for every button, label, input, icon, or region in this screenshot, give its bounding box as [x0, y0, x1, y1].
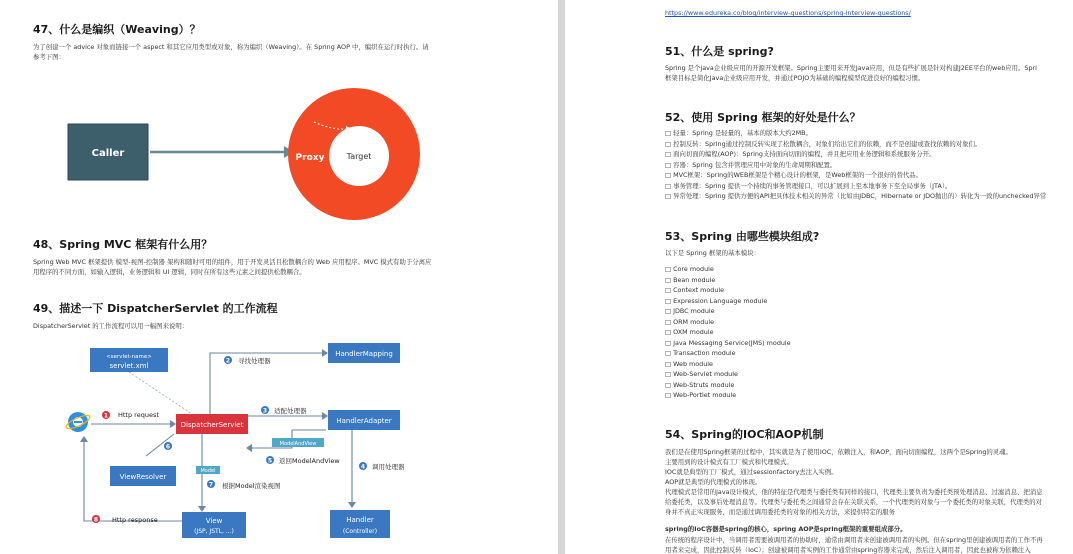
step-5	[266, 456, 340, 465]
q54-text-line: 用者来完成，因此控制反转（IoC）；创建被调用者实例的工作通常由spring容器来完成，然后注入调用者，因此也被称为依赖注入	[665, 546, 1031, 554]
q53-intro: 以下是 Spring 框架的基本模块：	[665, 249, 760, 257]
q52-bullet: □ 事务管理：Spring 提供一个持续的事务管理接口，可以扩展到上至本地事务下至全局事务（JTA）。	[665, 181, 952, 190]
weaving-diagram	[62, 74, 422, 234]
module-item: □ Web-Struts module	[665, 380, 735, 389]
target-label: Target	[346, 152, 372, 161]
module-item: □ Transaction module	[665, 349, 736, 357]
svg-text:8: 8	[93, 516, 99, 524]
handler-label: Handler	[346, 516, 374, 524]
q54-text-line: 在传统的程序设计中，当调用者需要被调用者的协助时，通常由调用者来创建被调用者的实例。但在spring里创建被调用者的工作不再	[665, 536, 1043, 544]
q54-text-line: 给委托类，以及事后处理消息等。代理类与委托类之间通常会存在关联关系，一个代理类的对象与一个委托类的对象关联，代理类的对	[665, 498, 1043, 506]
step-3	[261, 406, 307, 415]
servlet-xml-link	[129, 372, 192, 414]
module-item: □ ORM module	[665, 317, 715, 326]
step-2	[224, 356, 271, 365]
view-sub-label: (JSP, JSTL, ...)	[194, 528, 234, 535]
q48-title: 48、Spring MVC 框架有什么用？	[33, 238, 213, 251]
q51-text-line: Spring 是个java企业级应用的开源开发框架。Spring主要用来开发Java应用，但是有些扩展是针对构建J2EE平台的web应用。Spri	[665, 64, 1037, 72]
svg-text:调用处理器: 调用处理器	[372, 463, 405, 471]
q52-bullet: □ 轻量：Spring 是轻量的，基本的版本大约2MB。	[665, 129, 812, 137]
q49-text-line: DispatcherServlet 的工作流程可以用一幅图来说明：	[33, 322, 189, 330]
q47-title: 47、什么是编织（Weaving）？	[33, 23, 201, 36]
q52-bullet: □ 容器：Spring 包含并管理应用中对象的生命周期和配置。	[665, 160, 837, 169]
svg-text:7: 7	[208, 481, 214, 489]
model-tag-label: Model	[200, 468, 216, 474]
handler-sub-label: (Controller)	[342, 528, 378, 535]
caller-label: Caller	[91, 148, 125, 159]
svg-text:寻找处理器: 寻找处理器	[238, 357, 271, 365]
proxy-label: Proxy	[295, 153, 325, 163]
q54-bold-line: spring的IoC容器是spring的核心，spring AOP是spring框架的重要组成部分。	[665, 525, 907, 533]
q48-text-line: Spring Web MVC 框架提供 模型-视图-控制器 架构和随时可用的组件，用于开发灵活且松散耦合的 Web 应用程序。MVC 模式有助于分离应	[33, 258, 432, 266]
arrow-head-icon	[322, 412, 328, 420]
module-item: □ JDBC module	[665, 307, 715, 315]
servlet-file-label: servlet.xml	[109, 362, 149, 370]
module-item: □ Expression Language module	[665, 296, 768, 305]
q52-bullet: □ 异常处理：Spring 提供方便的API把具体技术相关的异常（比如由JDBC，Hibernate or JDO抛出的）转化为一致的unchecked异常	[665, 192, 1047, 200]
arrow-head-icon	[322, 349, 328, 357]
view-label: View	[205, 517, 223, 525]
arrow-head-icon	[80, 436, 88, 442]
svg-text:1: 1	[103, 412, 109, 420]
step-8	[92, 515, 158, 524]
module-item: □ Core module	[665, 265, 714, 273]
q54-text-line: IOC就是典型的工厂模式，通过sessionfactory去注入实例。	[665, 468, 838, 476]
dispatcher-servlet-diagram	[62, 338, 422, 548]
q47-text-line: 参考下图：	[33, 53, 65, 61]
svg-text:6: 6	[165, 443, 171, 451]
step-6	[164, 442, 172, 451]
module-item: □ Web-Servlet module	[665, 370, 738, 378]
svg-text:返回ModelAndView: 返回ModelAndView	[279, 457, 340, 465]
step-1	[102, 411, 159, 420]
arrow-head-icon	[170, 420, 176, 428]
svg-text:5: 5	[267, 457, 273, 465]
q52-bullet: □ 控制反转：Spring通过控制反转实现了松散耦合，对象们给出它们的依赖，而不是创建或查找依赖的对象们。	[665, 139, 982, 148]
arrow-head-icon	[348, 502, 356, 508]
svg-text:Http request: Http request	[118, 411, 159, 419]
step-7	[207, 480, 281, 490]
q54-text-line: 身并不真正实现服务，而是通过调用委托类的对象的相关方法，来提供特定的服务	[665, 508, 896, 516]
arrow-head-icon	[198, 506, 206, 512]
module-item: □ OXM module	[665, 328, 714, 336]
module-item: □ Context module	[665, 286, 725, 294]
module-item: □ Java Messaging Service(JMS) module	[665, 338, 791, 347]
q51-title: 51、什么是 spring?	[665, 45, 774, 58]
q54-text-line: 主要用到的设计模式有工厂模式和代理模式。	[665, 458, 793, 466]
q52-title: 52、使用 Spring 框架的好处是什么？	[665, 111, 861, 124]
svg-text:2: 2	[225, 357, 231, 365]
svg-text:3: 3	[262, 407, 268, 415]
module-item: □ Bean module	[665, 275, 716, 284]
svg-text:4: 4	[360, 463, 366, 471]
module-item: □ Web module	[665, 359, 713, 368]
dispatcher-servlet-label: DispatcherServlet	[180, 421, 244, 429]
handler-mapping-label: HandlerMapping	[335, 350, 393, 358]
q47-text-line: 为了创建一个 advice 对象而链接一个 aspect 和其它应用类型或对象，称为编织（Weaving）。在 Spring AOP 中，编织在运行时执行。请	[33, 43, 429, 51]
arrow-head-icon	[246, 444, 252, 452]
svg-text:适配处理器: 适配处理器	[274, 407, 307, 415]
q54-text-line: 代理模式是常用的java设计模式，他的特征是代理类与委托类有同样的接口，代理类主要负责为委托类预处理消息、过滤消息、把消息	[665, 488, 1043, 496]
q54-title: 54、Spring的IOC和AOP机制	[665, 428, 824, 441]
q52-bullet: □ 面向切面的编程(AOP)：Spring支持面向切面的编程，并且把应用业务逻辑和系统服务分开。	[665, 150, 936, 158]
q52-bullet: □ MVC框架：Spring的WEB框架是个精心设计的框架，是Web框架的一个很好的替代品。	[665, 171, 923, 179]
q54-text-line: 我们是在使用Spring框架的过程中，其实就是为了使用IOC，依赖注入，和AOP，面向切面编程，这两个是Spring的灵魂。	[665, 448, 1012, 456]
q54-text-line: AOP就是典型的代理模式的体现。	[665, 478, 762, 486]
servlet-tag-label: <servlet-name>	[106, 354, 152, 360]
svg-text:Http response: Http response	[112, 516, 158, 524]
model-and-view-tag-label: ModelAndView	[279, 441, 317, 447]
q53-title: 53、Spring 由哪些模块组成?	[665, 230, 820, 243]
view-resolver-label: ViewResolver	[119, 473, 167, 481]
reference-link[interactable]: https://www.edureka.co/blog/interview-questions/spring-interview-questions/	[665, 9, 911, 17]
right-page	[565, 0, 1073, 554]
q48-text-line: 用程序的不同方面，如输入逻辑，业务逻辑和 UI 逻辑，同时在所有这些元素之间提供松散耦合。	[33, 268, 306, 276]
svg-text:根据Model渲染视图: 根据Model渲染视图	[222, 482, 281, 490]
q51-text-line: 框架目标是简化Java企业级应用开发，并通过POJO为基础的编程模型促进良好的编程习惯。	[665, 74, 925, 82]
module-item: □ Web-Portlet module	[665, 391, 737, 399]
step-4	[359, 462, 405, 471]
page-gutter	[558, 0, 565, 554]
browser-icon	[65, 412, 92, 432]
handler-adapter-label: HandlerAdapter	[336, 417, 392, 425]
q49-title: 49、描述一下 DispatcherServlet 的工作流程	[33, 302, 278, 315]
